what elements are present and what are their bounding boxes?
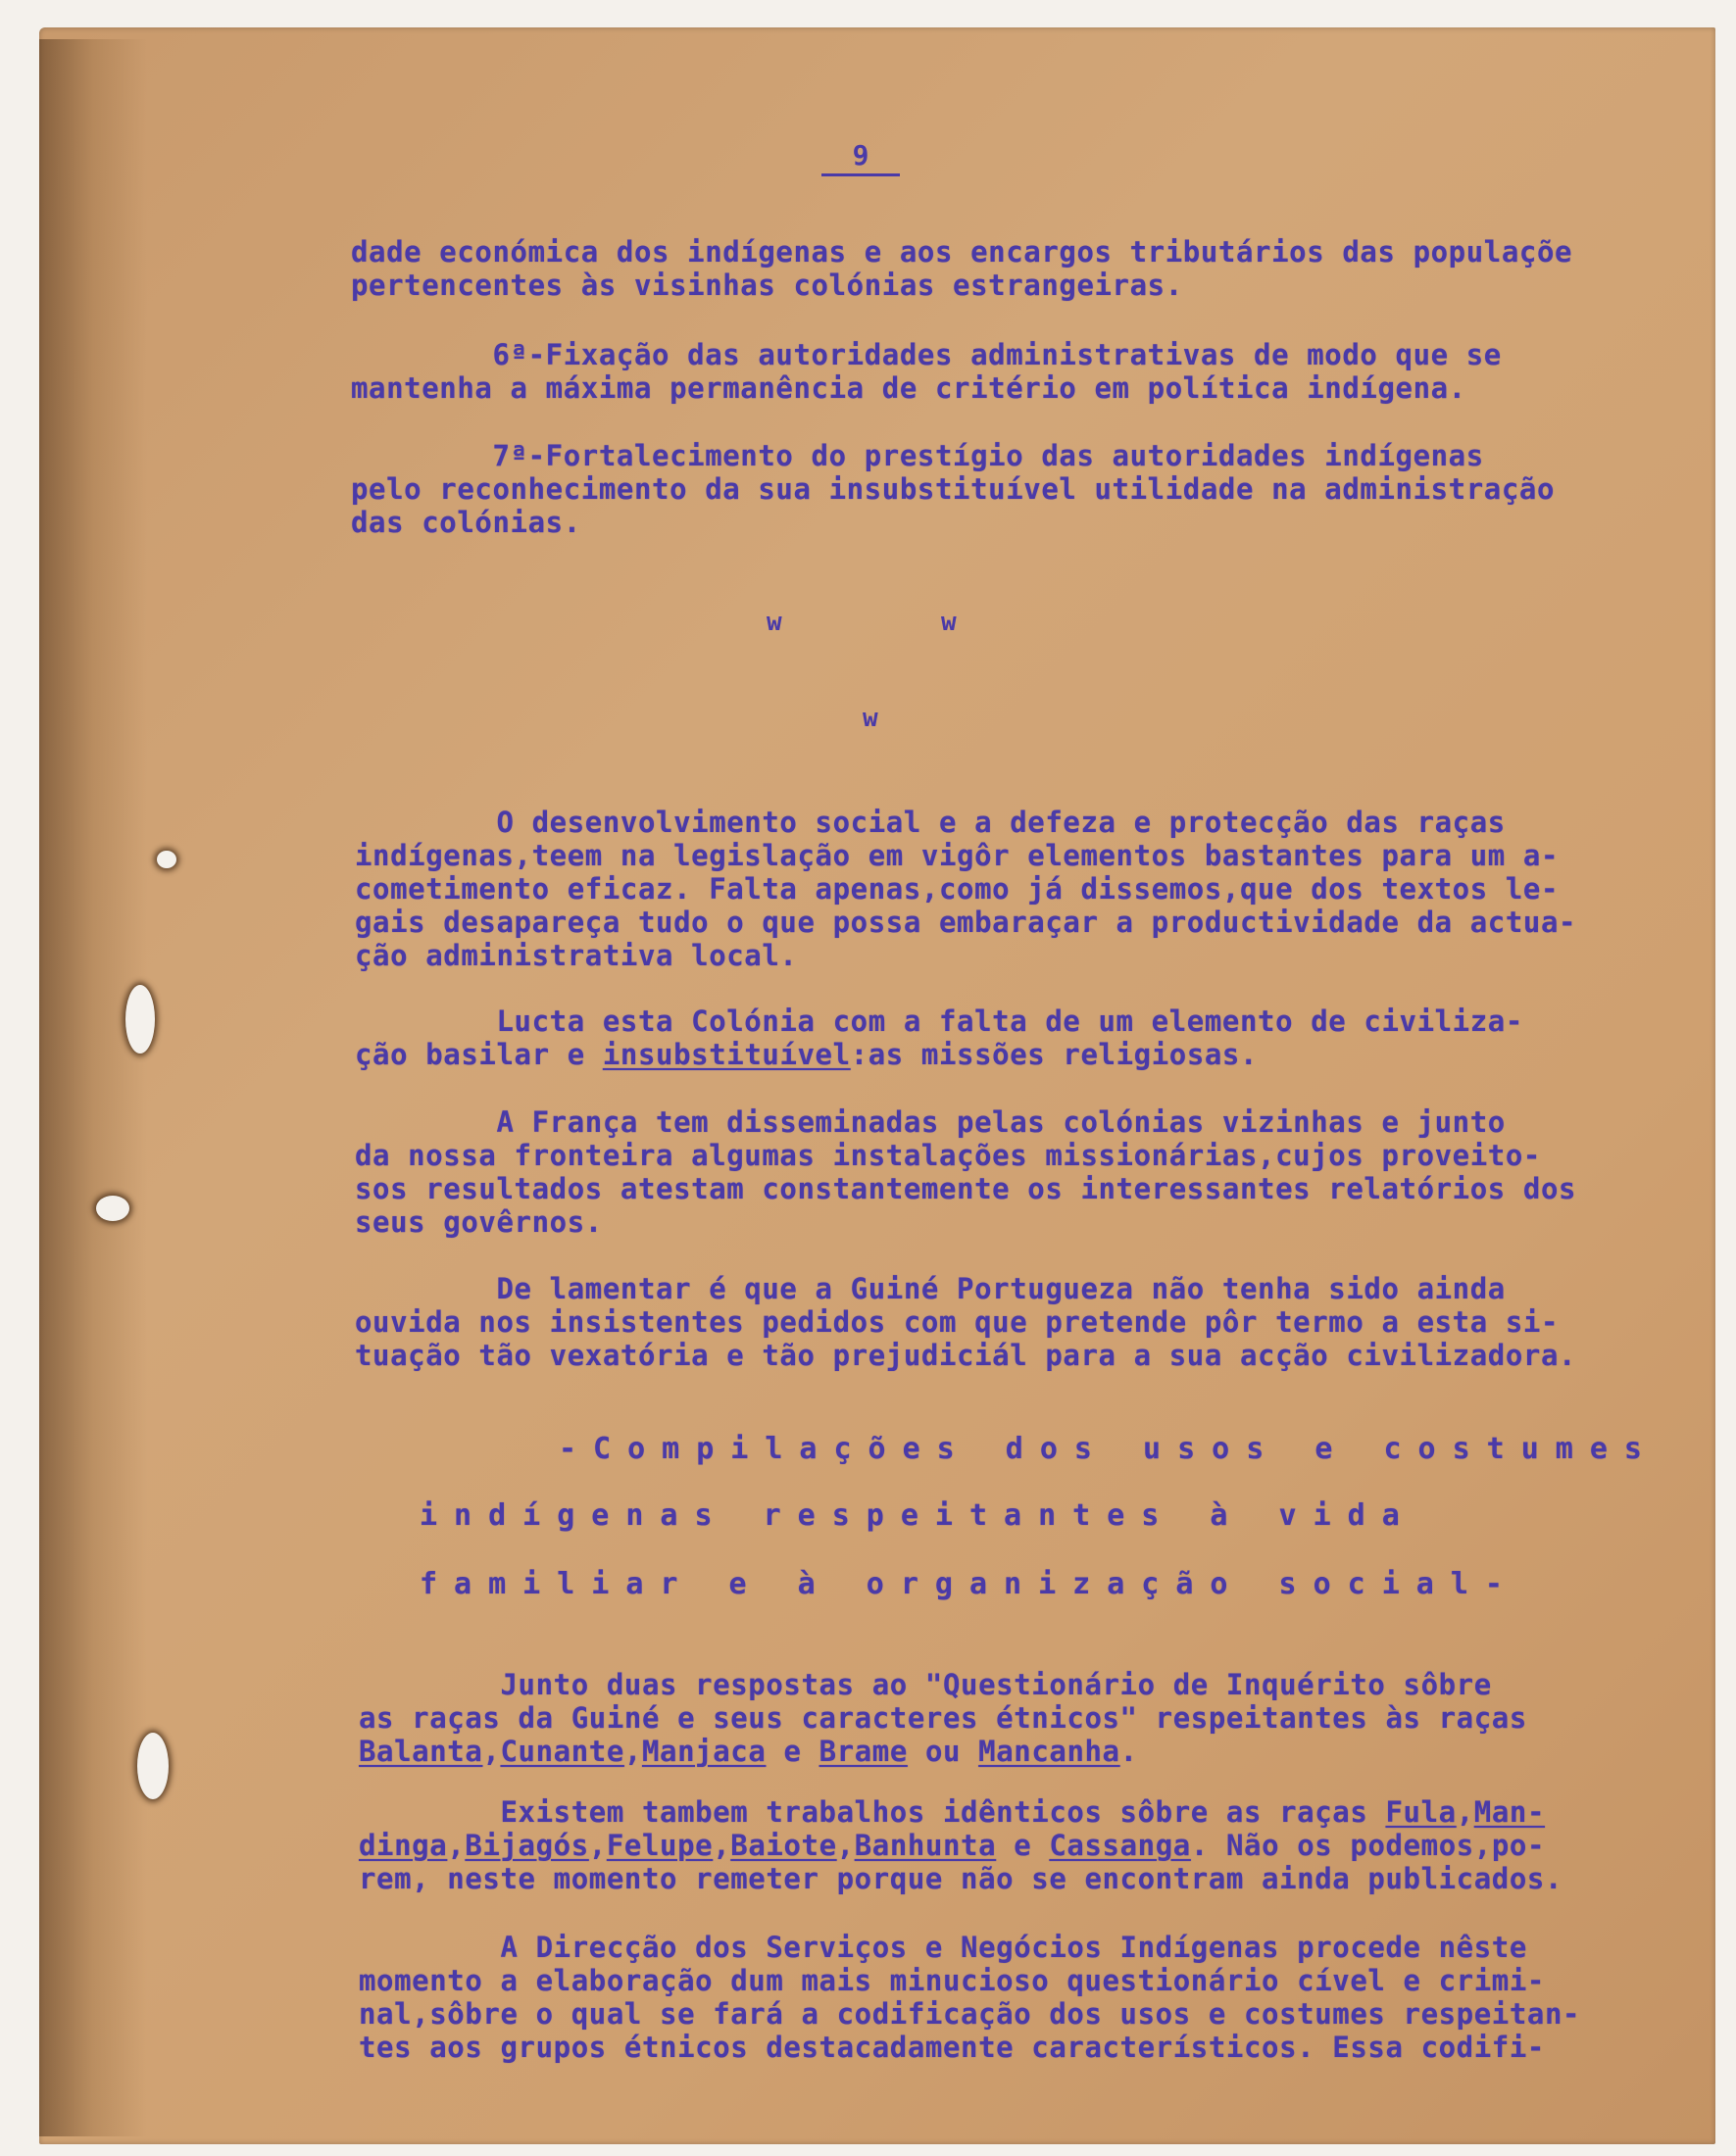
text-line: Lucta esta Colónia com a falta de um elemento de civiliza- bbox=[355, 1004, 1523, 1038]
torn-hole bbox=[157, 851, 176, 868]
race-name: Balanta bbox=[359, 1735, 483, 1768]
race-name: Fula bbox=[1385, 1795, 1457, 1829]
race-name: dinga bbox=[359, 1829, 448, 1862]
paragraph: Junto duas respostas ao "Questionário de Inquérito sôbre as raças da Guiné e seus caracteres étnicos" respeitantes às raças Balanta,Cunante,Manjaca e Brame ou Mancanha. bbox=[359, 1668, 1527, 1768]
paragraph: O desenvolvimento social e a defeza e protecção das raças indígenas,teem na legislação em vigôr elementos bastantes para um a- cometimento eficaz. Falta apenas,como já dissemos,que dos textos le- gais desapareça tudo o que possa embaraçar a productividade da actua- ção administrativa local. bbox=[355, 806, 1577, 972]
race-name: Cunante bbox=[500, 1735, 624, 1768]
paragraph: 7ª-Fortalecimento do prestígio das autoridades indígenas pelo reconhecimento da sua insubstituível utilidade na administração das colónias. bbox=[351, 439, 1556, 539]
underlined-word: insubstituível bbox=[602, 1038, 851, 1071]
race-name: Man- bbox=[1473, 1795, 1546, 1829]
race-name: Brame bbox=[818, 1735, 908, 1768]
paragraph: 6ª-Fixação das autoridades administrativas de modo que se mantenha a máxima permanência de critério em política indígena. bbox=[351, 338, 1502, 405]
separator-star: w bbox=[767, 608, 782, 637]
paragraph: dade económica dos indígenas e aos encargos tributários das populaçõe pertencentes às visinhas colónias estrangeiras. bbox=[351, 235, 1573, 302]
torn-hole bbox=[137, 1733, 169, 1799]
torn-hole bbox=[96, 1196, 129, 1221]
text-line: rem, neste momento remeter porque não se encontram ainda publicados. bbox=[359, 1862, 1563, 1895]
text-line: as raças da Guiné e seus caracteres étnicos" respeitantes às raças bbox=[359, 1701, 1527, 1735]
race-name: Felupe bbox=[606, 1829, 714, 1862]
section-heading: indígenas respeitantes à vida bbox=[420, 1498, 1416, 1533]
race-name: Manjaca bbox=[641, 1735, 767, 1768]
race-name: Cassanga bbox=[1049, 1829, 1191, 1862]
text-run: :as missões religiosas. bbox=[850, 1038, 1259, 1071]
text-line: Junto duas respostas ao "Questionário de Inquérito sôbre bbox=[359, 1668, 1492, 1701]
section-heading: -Compilações dos usos e costumes bbox=[559, 1432, 1659, 1466]
race-name: Mancanha bbox=[978, 1735, 1120, 1768]
paragraph: Existem tambem trabalhos idênticos sôbre as raças Fula,Man- dinga,Bijagós,Felupe,Baiote,Banhunta e Cassanga. Não os podemos,po- rem, neste momento remeter porque não se encontram ainda publicados. bbox=[359, 1795, 1563, 1895]
paragraph: A França tem disseminadas pelas colónias vizinhas e junto da nossa fronteira algumas instalações missionárias,cujos proveito- sos resultados atestam constantemente os interessantes relatórios dos seus govêrnos. bbox=[355, 1105, 1577, 1239]
paragraph: A Direcção dos Serviços e Negócios Indígenas procede nêste momento a elaboração dum mais minucioso questionário cível e crimi- nal,sôbre o qual se fará a codificação dos usos e costumes respeitan- tes aos grupos étnicos destacadamente característicos. Essa codifi- bbox=[359, 1931, 1581, 2064]
race-name: Bijagós bbox=[465, 1829, 589, 1862]
separator-star: w bbox=[941, 608, 957, 637]
race-name: Baiote bbox=[730, 1829, 837, 1862]
race-name: Banhunta bbox=[854, 1829, 997, 1862]
torn-hole bbox=[125, 985, 155, 1054]
section-heading: familiar e à organização social- bbox=[420, 1567, 1519, 1601]
page-number: 9 bbox=[821, 139, 900, 176]
paragraph: De lamentar é que a Guiné Portugueza não tenha sido ainda ouvida nos insistentes pedidos com que pretende pôr termo a esta si- tuação tão vexatória e tão prejudiciál para a sua acção civilizadora. bbox=[355, 1272, 1577, 1372]
separator-star: w bbox=[863, 704, 878, 733]
text-run: ção basilar e bbox=[355, 1038, 603, 1071]
paragraph bbox=[355, 1004, 1523, 1071]
